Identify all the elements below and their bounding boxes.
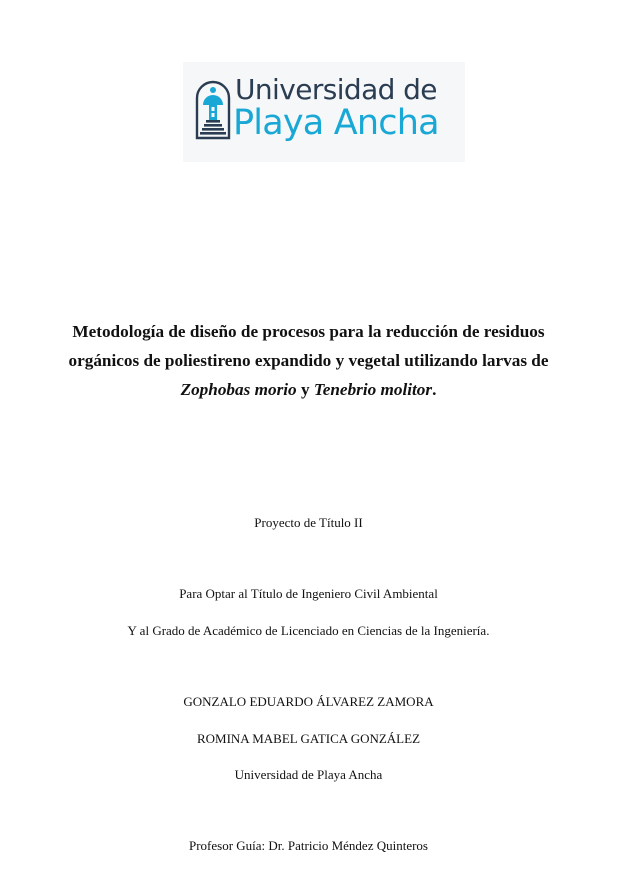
degree-line-1: Para Optar al Título de Ingeniero Civil Ambiental — [179, 586, 438, 601]
title-species-2: Tenebrio molitor — [313, 380, 433, 399]
degree-line-2: Y al Grado de Académico de Licenciado en Ciencias de la Ingeniería. — [127, 623, 490, 638]
project-label: Proyecto de Título II — [254, 515, 363, 530]
institution: Universidad de Playa Ancha — [234, 767, 383, 782]
logo-text-line2: Playa Ancha — [233, 103, 439, 143]
author-2: ROMINA MABEL GATICA GONZÁLEZ — [196, 731, 421, 746]
title-main: Metodología de diseño de procesos para la reducción de residuos orgánicos de poliestireno expandido y vegetal utilizando larvas de — [68, 322, 549, 370]
title-end: . — [432, 380, 437, 399]
thesis-title — [40, 317, 577, 404]
author-1: GONZALO EDUARDO ÁLVAREZ ZAMORA — [183, 694, 434, 709]
logo-text-line1: Universidad de — [235, 73, 437, 106]
title-species-1: Zophobas morio — [180, 380, 297, 399]
university-logo — [183, 62, 465, 162]
advisor: Profesor Guía: Dr. Patricio Méndez Quinteros — [188, 838, 428, 853]
title-connector: y — [296, 380, 314, 399]
lighthouse-icon — [191, 76, 235, 142]
